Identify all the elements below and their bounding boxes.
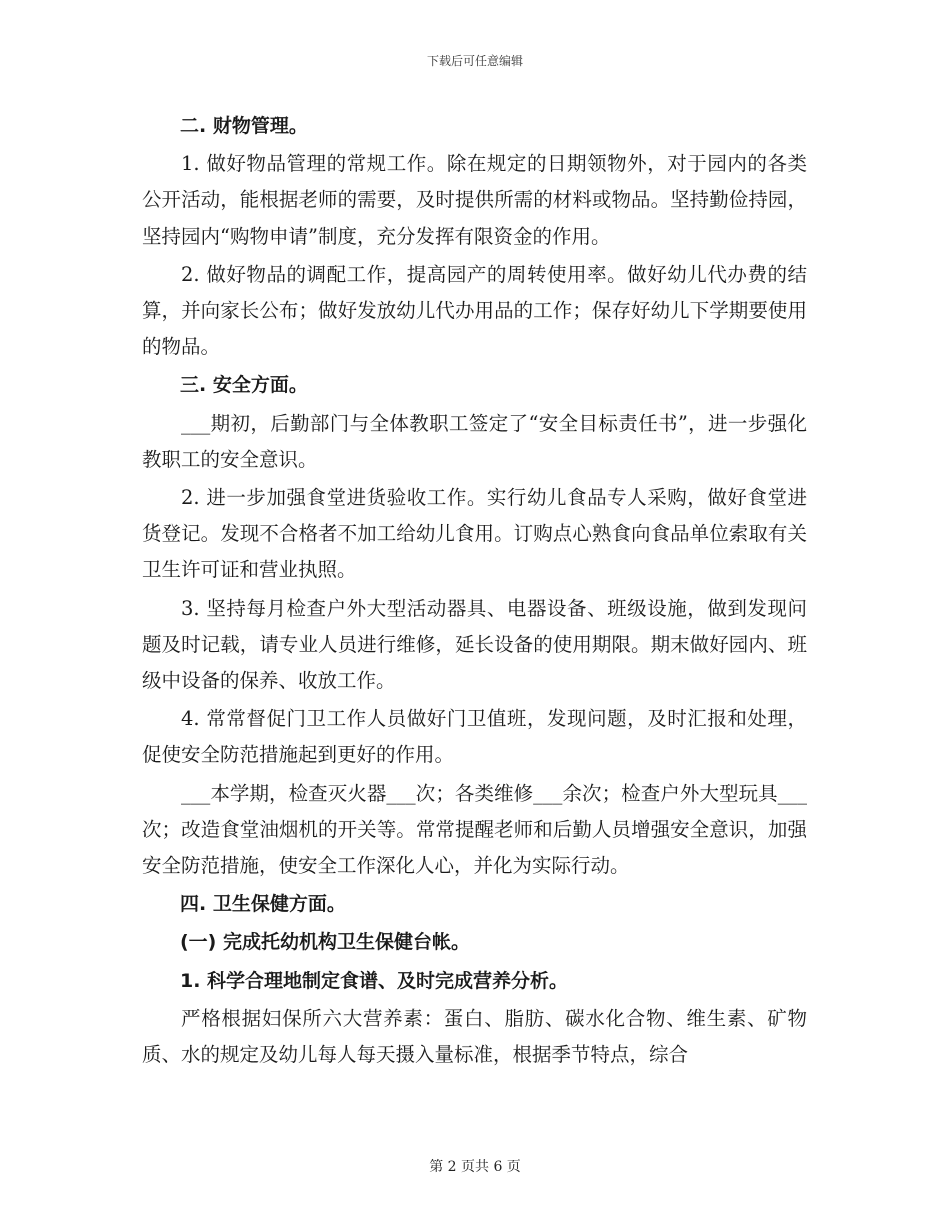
subsection-heading-menu-planning: 1. 科学合理地制定食谱、及时完成营养分析。 [180,969,569,992]
paragraph-item-management: 1. 做好物品管理的常规工作。除在规定的日期领物外，对于园内的各类公开活动，能根据老师的需要，及时提供所需的材料或物品。坚持勤俭持园，坚持园内“购物申请”制度，充分发挥有限资金的作用。 [142,152,807,248]
paragraph-equipment-check: 3. 坚持每月检查户外大型活动器具、电器设备、班级设施，做到发现问题及时记载，请专业人员进行维修，延长设备的使用期限。期末做好园内、班级中设备的保养、收放工作。 [142,596,807,693]
paragraph-semester-summary: ___本学期，检查灭火器___次；各类维修___余次；检查户外大型玩具___次；改造食堂油烟机的开关等。常常提醒老师和后勤人员增强安全意识，加强安全防范措施，使安全工作深化人心，并化为实际行动。 [142,781,807,878]
paragraph-item-allocation: 2. 做好物品的调配工作，提高园产的周转使用率。做好幼儿代办费的结算，并向家长公布；做好发放幼儿代办用品的工作；保存好幼儿下学期要使用的物品。 [142,262,807,359]
paragraph-guard-duty: 4. 常常督促门卫工作人员做好门卫值班，发现问题，及时汇报和处理，促使安全防范措施起到更好的作用。 [142,707,807,767]
section-heading-health: 四. 卫生保健方面。 [180,893,346,916]
paragraph-nutrition-standards: 严格根据妇保所六大营养素：蛋白、脂肪、碳水化合物、维生素、矿物质、水的规定及幼儿每人每天摄入量标准，根据季节特点，综合 [142,1006,807,1067]
paragraph-safety-responsibility: ___期初，后勤部门与全体教职工签定了“安全目标责任书”，进一步强化教职工的安全意识。 [142,411,807,471]
paragraph-canteen-inspection: 2. 进一步加强食堂进货验收工作。实行幼儿食品专人采购，做好食堂进货登记。发现不合格者不加工给幼儿食用。订购点心熟食向食品单位索取有关卫生许可证和营业执照。 [142,486,807,582]
document-body [142,108,807,1073]
section-heading-finance: 二. 财物管理。 [180,115,308,137]
page-footer: 第 2 页共 6 页 [429,1159,521,1175]
section-heading-safety: 三. 安全方面。 [180,374,308,397]
subsection-heading-health-ledger: (一) 完成托幼机构卫生保健台帐。 [180,931,470,954]
page-header: 下载后可任意编辑 [426,54,523,68]
